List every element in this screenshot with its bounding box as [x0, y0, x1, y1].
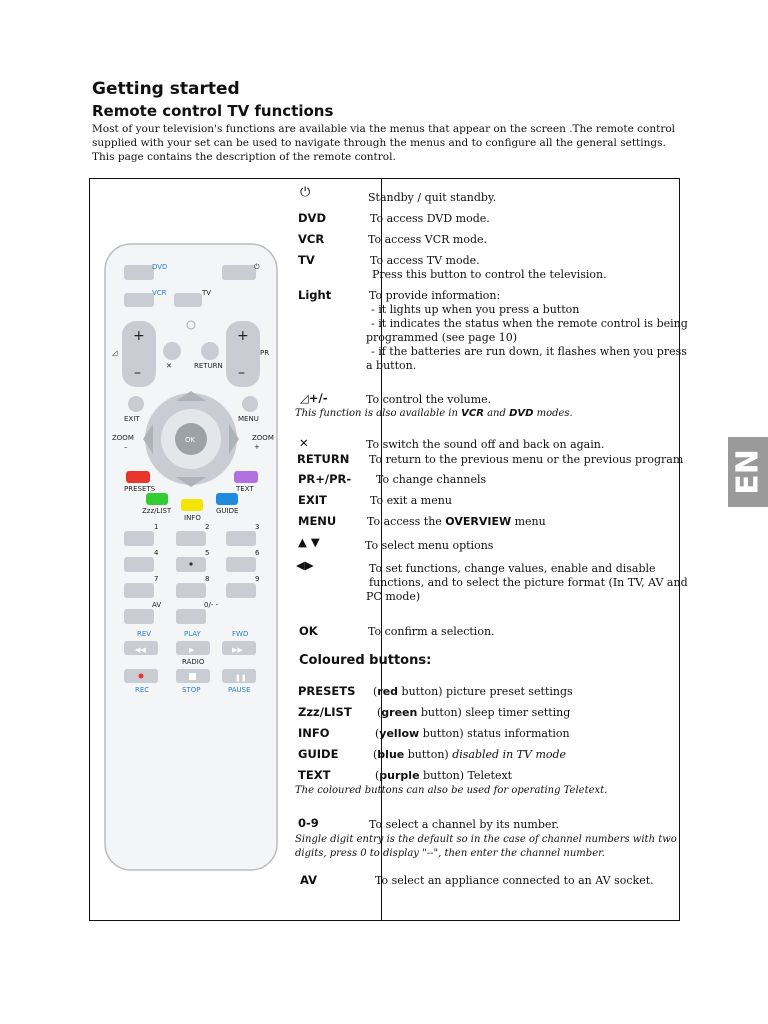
page-title: Getting started [92, 79, 240, 99]
red-presets-button[interactable] [126, 471, 150, 483]
tv-key: TV [298, 253, 315, 267]
light-desc-1: To provide information: [369, 289, 501, 302]
digit-2-label: 2 [205, 523, 210, 531]
stop-icon [189, 673, 196, 680]
play-label: PLAY [184, 630, 201, 638]
text-label: TEXT [236, 485, 254, 493]
ok-desc: To confirm a selection. [368, 625, 495, 638]
vcr-label: VCR [152, 289, 167, 297]
section-subtitle: Remote control TV functions [92, 102, 334, 120]
language-tab [728, 437, 768, 507]
intro-paragraph [92, 122, 682, 164]
light-desc-2: - it lights up when you press a button [371, 303, 580, 316]
yellow-info-button[interactable] [181, 499, 203, 511]
digits-key: 0-9 [298, 816, 319, 830]
tv-button[interactable] [174, 293, 202, 307]
plus-icon: + [133, 328, 145, 344]
presets-desc-rest: button) picture preset settings [398, 685, 573, 698]
arrow-right-icon: ▶ [304, 558, 314, 572]
plus-icon: + [254, 443, 260, 451]
mute-key [299, 436, 309, 450]
mute-icon: ✕ [299, 436, 309, 450]
zzz-list-key: Zzz/LIST [298, 705, 352, 719]
digit-7-label: 7 [154, 575, 159, 583]
vcr-key: VCR [298, 232, 325, 246]
standby-button[interactable] [222, 265, 256, 280]
text-key: TEXT [298, 768, 331, 782]
arrow-down-icon: ▼ [310, 535, 320, 549]
volume-note-dvd: DVD [509, 408, 534, 419]
guide-desc-italic: disabled in TV mode [452, 748, 567, 761]
zzz-desc-colour: green [381, 706, 418, 719]
presets-label: PRESETS [124, 485, 156, 493]
zzz-list-desc [377, 706, 570, 720]
menu-label: MENU [238, 415, 259, 423]
info-label: INFO [184, 514, 201, 522]
av-key: AV [300, 873, 318, 887]
zzz-desc-rest: button) sleep timer setting [417, 706, 571, 719]
fwd-label: FWD [232, 630, 249, 638]
pause-label: PAUSE [228, 686, 251, 694]
dvd-button[interactable] [124, 265, 154, 280]
remote-control-illustration [104, 243, 278, 873]
digits-note-1: Single digit entry is the default so in the case of channel numbers with two [295, 834, 677, 845]
zoom-plus-label: ZOOM [252, 434, 274, 442]
volume-desc: To control the volume. [366, 393, 492, 406]
digit-4-button[interactable] [124, 557, 154, 572]
coloured-buttons-heading: Coloured buttons: [299, 653, 432, 668]
light-desc-4: programmed (see page 10) [366, 331, 518, 344]
text-desc-colour: purple [379, 769, 420, 782]
arrow-up-icon: ▲ [298, 535, 307, 549]
exit-button[interactable] [128, 396, 144, 412]
tv-desc-2: Press this button to control the television. [372, 268, 607, 281]
info-key: INFO [298, 726, 330, 740]
zoom-minus-label: ZOOM [112, 434, 134, 442]
digit-9-button[interactable] [226, 583, 256, 598]
power-icon: ⏻ [254, 263, 260, 271]
light-key: Light [298, 288, 332, 302]
menu-button[interactable] [242, 396, 258, 412]
power-icon: ⏻ [300, 185, 311, 200]
leftright-key [296, 558, 314, 572]
digit-4-label: 4 [154, 549, 159, 557]
av-label: AV [152, 601, 162, 609]
dvd-key: DVD [298, 211, 326, 225]
volume-note [295, 407, 573, 420]
digit-7-button[interactable] [124, 583, 154, 598]
digit-3-label: 3 [255, 523, 260, 531]
return-desc: To return to the previous menu or the previous program [369, 453, 684, 466]
updown-key [298, 535, 320, 549]
vcr-button[interactable] [124, 293, 154, 307]
guide-label: GUIDE [216, 507, 239, 515]
vcr-desc: To access VCR mode. [368, 233, 488, 246]
digit-9-label: 9 [255, 575, 260, 583]
guide-desc [373, 748, 566, 762]
volume-icon: ◿ [300, 391, 309, 405]
rewind-icon: ◀◀ [135, 646, 146, 654]
ok-label: OK [185, 436, 196, 444]
mute-icon: ✕ [166, 362, 172, 370]
menu-desc-c: menu [511, 515, 546, 528]
text-desc-rest: button) Teletext [419, 769, 513, 782]
minus-icon: – [134, 365, 141, 381]
intro-line: supplied with your set can be used to navigate through the menus and to configure all the general settings. [92, 137, 666, 149]
menu-key: MENU [298, 514, 337, 528]
volume-note-vcr: VCR [461, 408, 484, 419]
dvd-desc: To access DVD mode. [370, 212, 490, 225]
coloured-note: The coloured buttons can also be used for operating Teletext. [295, 785, 608, 796]
return-label: RETURN [194, 362, 223, 370]
pr-desc: To change channels [376, 473, 487, 486]
record-icon [139, 674, 144, 679]
presets-desc-colour: red [377, 685, 399, 698]
leftright-desc-2: functions, and to select the picture format (In TV, AV and [369, 576, 688, 589]
digit-0-label: 0/- - [204, 601, 219, 609]
av-desc: To select an appliance connected to an AV socket. [375, 874, 654, 887]
volume-key-label: +/- [308, 391, 328, 405]
menu-desc [367, 515, 546, 529]
info-desc-rest: button) status information [419, 727, 570, 740]
volume-key [300, 391, 327, 405]
presets-desc [373, 685, 573, 699]
digit-1-label: 1 [154, 523, 159, 531]
info-desc [375, 727, 570, 741]
intro-line: Most of your television's functions are available via the menus that appear on the screen .The remote control [92, 123, 676, 135]
language-tab-label: EN [730, 449, 766, 495]
leftright-desc-1: To set functions, change values, enable and disable [369, 562, 656, 575]
tv-desc: To access TV mode. [370, 254, 480, 267]
standby-desc: Standby / quit standby. [368, 191, 497, 204]
guide-key: GUIDE [298, 747, 339, 761]
play-icon: ▶ [189, 646, 195, 654]
standby-row [300, 186, 310, 200]
digit-5-dot [189, 562, 192, 565]
text-desc [375, 769, 512, 783]
ok-key: OK [299, 624, 318, 638]
guide-desc-colour: blue [377, 748, 405, 761]
plus-icon: + [237, 328, 249, 344]
light-desc-6: a button. [366, 359, 417, 372]
volume-note-a: This function is also available in [295, 408, 462, 419]
tv-label: TV [202, 289, 212, 297]
av-button[interactable] [124, 609, 154, 624]
light-desc-5: - if the batteries are run down, it flashes when you press [371, 345, 687, 358]
leftright-desc-3: PC mode) [366, 590, 421, 603]
intro-line: This page contains the description of the remote control. [92, 151, 396, 163]
mute-button[interactable] [163, 342, 181, 360]
zzz-desc-open: ( [377, 706, 382, 719]
fast-forward-icon: ▶▶ [232, 646, 243, 654]
volume-note-end: modes. [533, 408, 573, 419]
presets-key: PRESETS [298, 684, 356, 698]
exit-desc: To exit a menu [370, 494, 452, 507]
digit-6-button[interactable] [226, 557, 256, 572]
minus-icon: – [124, 443, 128, 451]
rec-label: REC [135, 686, 150, 694]
guide-desc-mid: button) [404, 748, 453, 761]
purple-text-button[interactable] [234, 471, 258, 483]
digit-5-label: 5 [205, 549, 210, 557]
pause-icon: ❚❚ [235, 674, 247, 682]
digit-6-label: 6 [255, 549, 260, 557]
light-desc-3: - it indicates the status when the remote control is being [371, 317, 688, 330]
digit-1-button[interactable] [124, 531, 154, 546]
volume-note-and: and [483, 408, 510, 419]
digit-3-button[interactable] [226, 531, 256, 546]
digit-8-label: 8 [205, 575, 210, 583]
menu-desc-a: To access the [367, 515, 446, 528]
digit-2-button[interactable] [176, 531, 206, 546]
digit-8-button[interactable] [176, 583, 206, 598]
zzz-list-label: Zzz/LIST [142, 507, 172, 515]
digit-0-button[interactable] [176, 609, 206, 624]
guide-desc-open: ( [373, 748, 378, 761]
info-desc-colour: yellow [379, 727, 420, 740]
pr-label: PR [260, 349, 270, 357]
digits-note-2: digits, press 0 to display "--", then enter the channel number. [295, 848, 605, 859]
updown-desc: To select menu options [365, 539, 494, 552]
rev-label: REV [137, 630, 152, 638]
return-key: RETURN [297, 452, 350, 466]
mute-desc: To switch the sound off and back on again. [366, 438, 605, 451]
dvd-label: DVD [152, 263, 168, 271]
return-button[interactable] [201, 342, 219, 360]
menu-desc-overview: OVERVIEW [445, 515, 512, 528]
text-desc-open: ( [375, 769, 380, 782]
exit-key: EXIT [298, 493, 327, 507]
radio-label: RADIO [182, 658, 205, 666]
digits-desc: To select a channel by its number. [369, 818, 559, 831]
pr-key: PR+/PR- [298, 472, 352, 486]
blue-guide-button[interactable] [216, 493, 238, 505]
volume-icon: ◿ [112, 349, 118, 357]
presets-desc-open: ( [373, 685, 378, 698]
stop-label: STOP [182, 686, 201, 694]
green-sleep-button[interactable] [146, 493, 168, 505]
minus-icon: – [238, 365, 245, 381]
exit-label: EXIT [124, 415, 140, 423]
info-desc-open: ( [375, 727, 380, 740]
arrow-left-icon: ◀ [296, 558, 305, 572]
